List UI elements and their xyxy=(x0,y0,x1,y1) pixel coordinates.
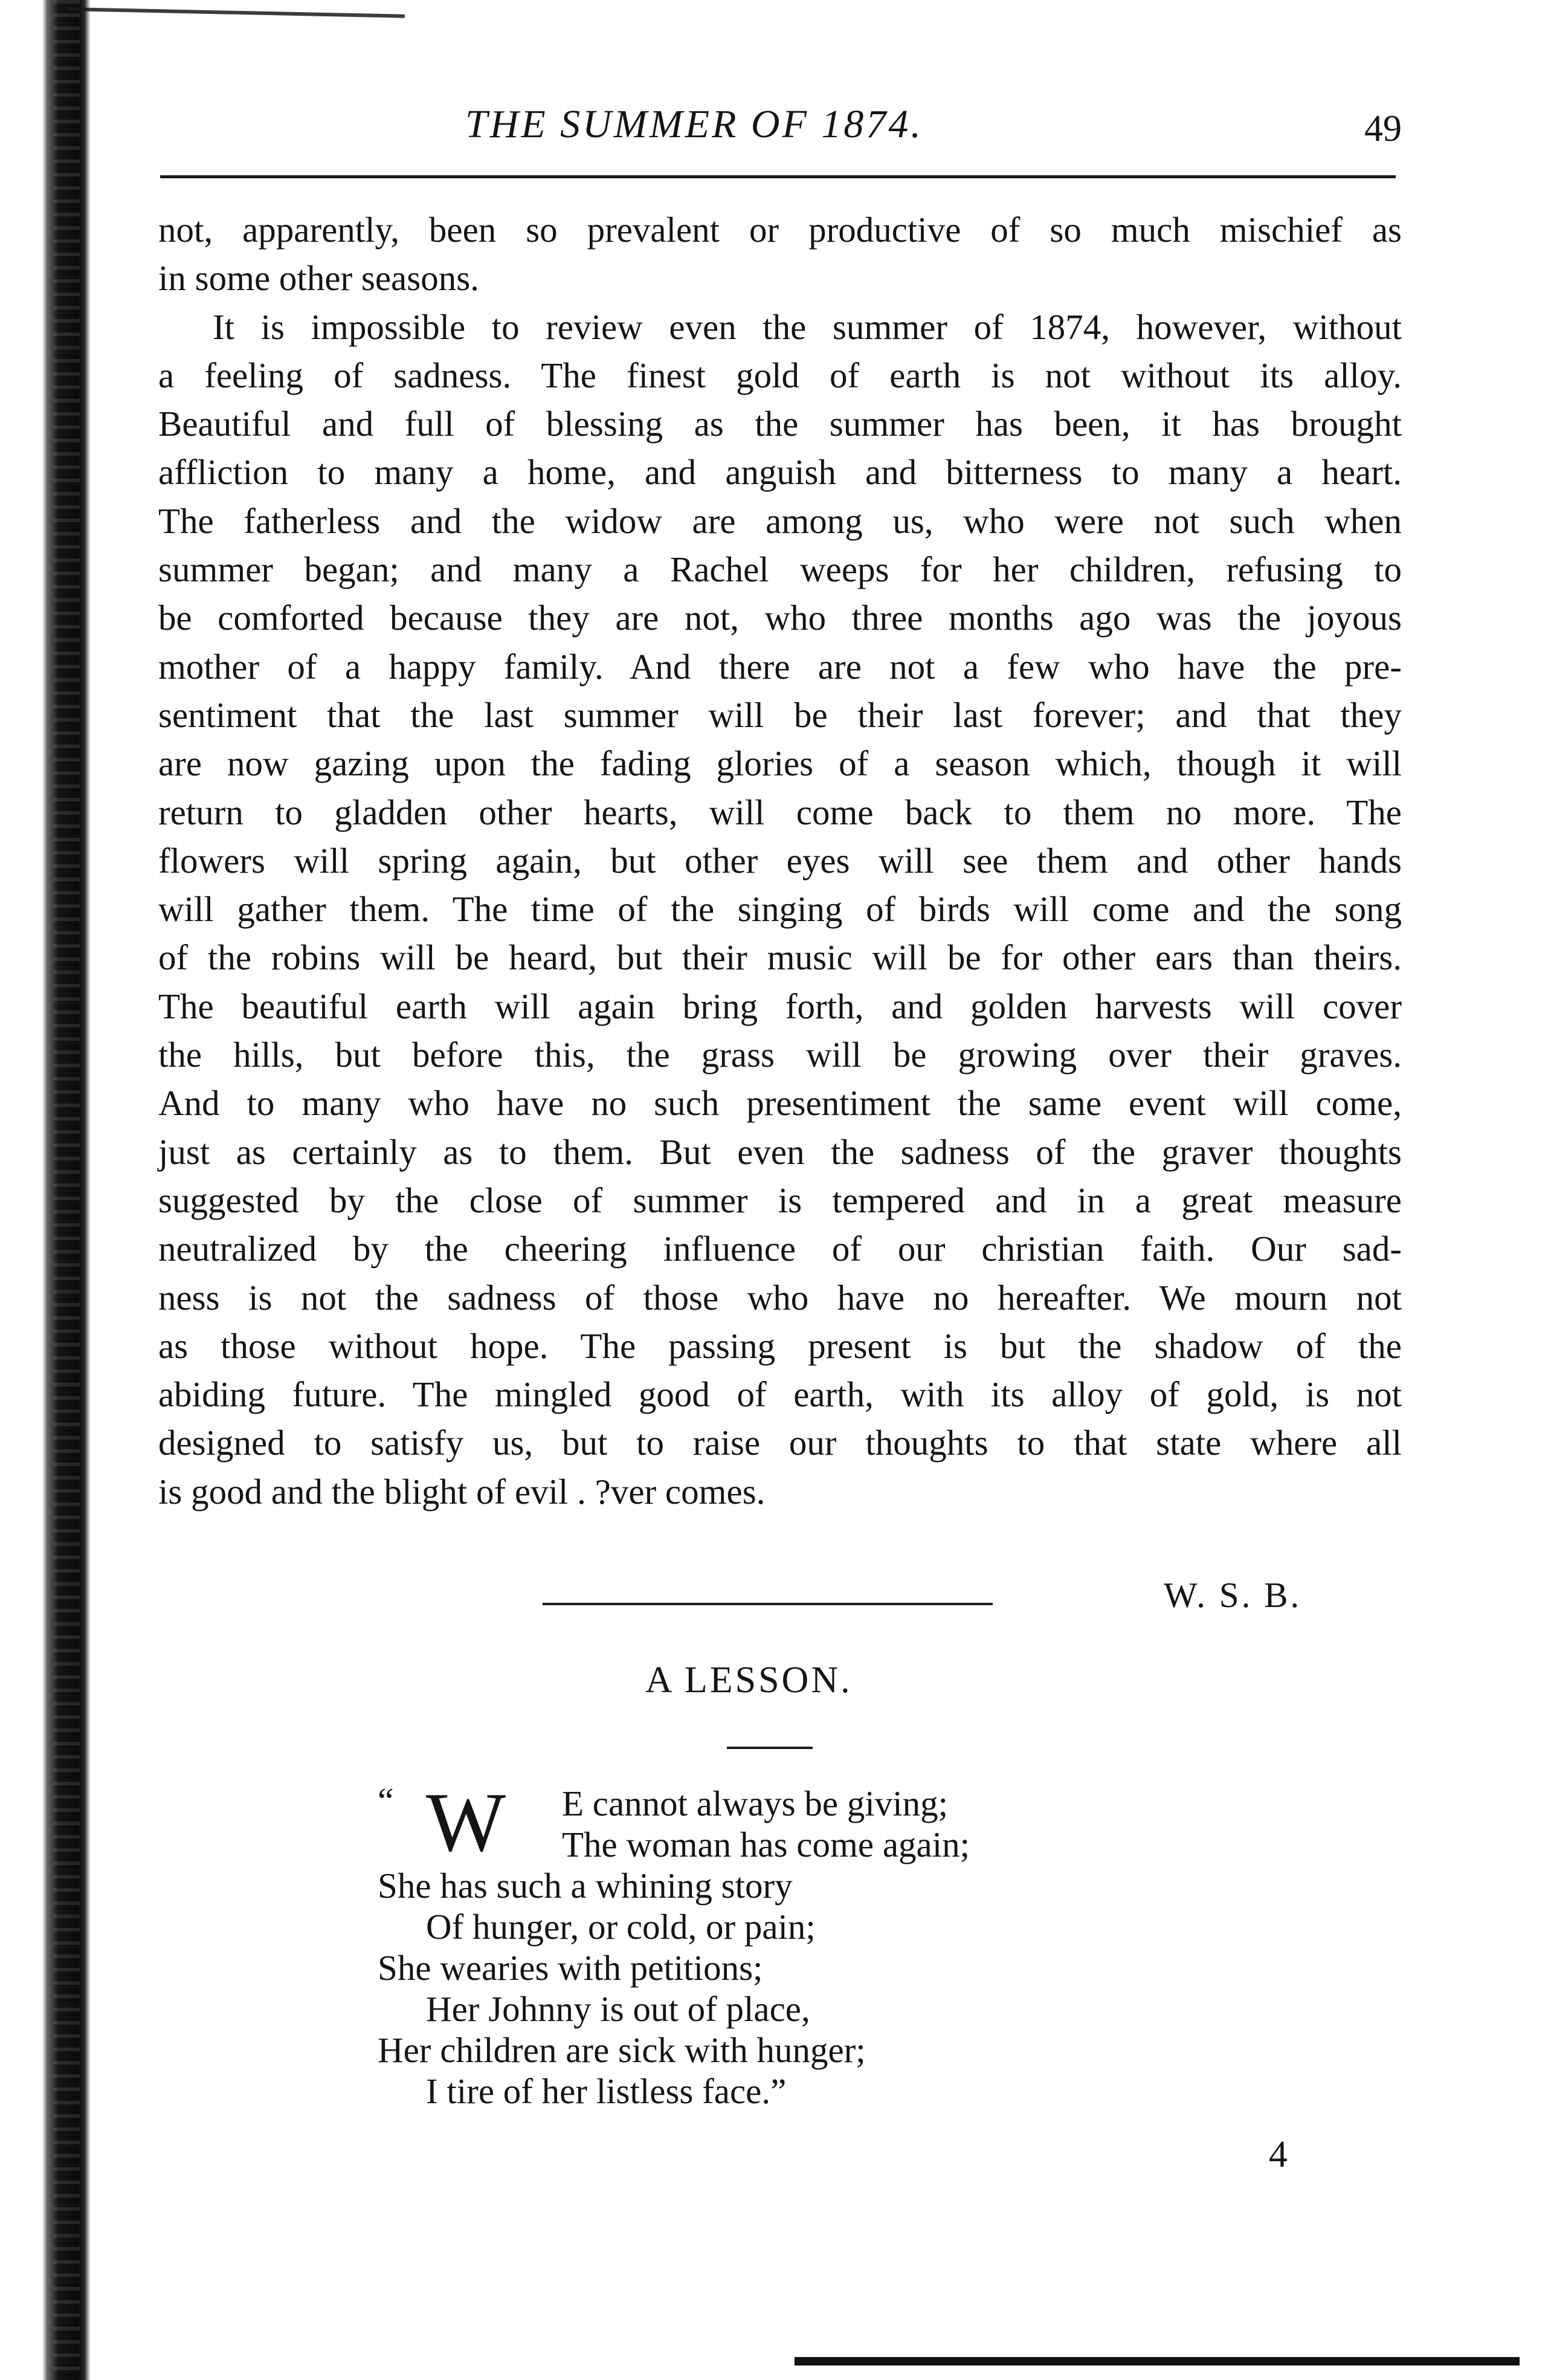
text-line: be comforted because they are not, who three months ago was the joyous xyxy=(158,598,1402,638)
poem-line: She wearies with petitions; xyxy=(378,1948,763,1988)
text-line: not, apparently, been so prevalent or productive of so much mischief as xyxy=(158,210,1402,250)
printer-signature-mark: 4 xyxy=(1269,2134,1288,2175)
author-signature: W. S. B. xyxy=(1164,1575,1302,1615)
text-line: in some other seasons. xyxy=(158,258,479,299)
binding-edge xyxy=(0,0,91,2380)
running-title: THE SUMMER OF 1874. xyxy=(465,102,923,146)
title-underline xyxy=(727,1747,813,1749)
text-line: The beautiful earth will again bring forth, and golden harvests will cover xyxy=(158,986,1402,1026)
poem-line: Her Johnny is out of place, xyxy=(426,1989,810,2029)
text-line: And to many who have no such presentiment the same event will come, xyxy=(158,1083,1402,1124)
poem-line: I tire of her listless face.” xyxy=(426,2071,787,2111)
text-line: as those without hope. The passing present is but the shadow of the xyxy=(158,1325,1402,1366)
text-line: mother of a happy family. And there are not a few who have the pre- xyxy=(158,646,1402,687)
poem-line: The woman has come again; xyxy=(562,1825,970,1864)
text-line: sentiment that the last summer will be their last forever; and that they xyxy=(158,694,1402,735)
text-line: is good and the blight of evil . ?ver comes. xyxy=(158,1471,766,1512)
page-number: 49 xyxy=(1364,108,1402,149)
text-line: return to gladden other hearts, will come back to them no more. The xyxy=(158,792,1402,832)
text-line: are now gazing upon the fading glories of a season which, though it will xyxy=(158,743,1402,784)
poem-line: E cannot always be giving; xyxy=(562,1783,949,1823)
section-divider xyxy=(543,1603,993,1605)
text-line: flowers will spring again, but other eyes will see them and other hands xyxy=(158,840,1402,881)
text-line: just as certainly as to them. But even the sadness of the graver thoughts xyxy=(158,1131,1402,1172)
opening-quote: “ xyxy=(378,1781,394,1821)
text-line: affliction to many a home, and anguish and bitterness to many a heart. xyxy=(158,452,1402,493)
drop-cap: W xyxy=(426,1776,506,1869)
poem-line: Her children are sick with hunger; xyxy=(378,2030,866,2070)
poem xyxy=(378,1776,1163,2112)
running-head xyxy=(157,91,1402,157)
text-line: suggested by the close of summer is tempered and in a great measure xyxy=(158,1180,1402,1220)
text-line: ness is not the sadness of those who have no hereafter. We mourn not xyxy=(158,1277,1402,1318)
poem-line: Of hunger, or cold, or pain; xyxy=(426,1907,816,1947)
text-line: neutralized by the cheering influence of our christian faith. Our sad- xyxy=(158,1229,1402,1269)
poem-line: She has such a whining story xyxy=(378,1866,793,1906)
text-line: It is impossible to review even the summer of 1874, however, without xyxy=(213,306,1402,347)
text-line: a feeling of sadness. The finest gold of earth is not without its alloy. xyxy=(158,355,1402,395)
text-line: designed to satisfy us, but to raise our thoughts to that state where all xyxy=(158,1423,1402,1463)
text-line: Beautiful and full of blessing as the summer has been, it has brought xyxy=(158,404,1402,444)
header-rule xyxy=(160,175,1396,178)
top-edge-stroke xyxy=(66,7,405,18)
bottom-edge-rule xyxy=(795,2357,1520,2365)
poem-title: A LESSON. xyxy=(645,1660,853,1701)
text-line: summer began; and many a Rachel weeps for her children, refusing to xyxy=(158,549,1402,590)
text-line: of the robins will be heard, but their music will be for other ears than theirs. xyxy=(158,937,1402,978)
poem-opening xyxy=(378,1776,1163,1869)
essay-body xyxy=(158,205,1402,1516)
text-line: the hills, but before this, the grass will be growing over their graves. xyxy=(158,1035,1402,1075)
text-line: will gather them. The time of the singing of birds will come and the song xyxy=(158,889,1402,930)
text-line: The fatherless and the widow are among us, who were not such when xyxy=(158,500,1402,541)
text-line: abiding future. The mingled good of earth, with its alloy of gold, is not xyxy=(158,1374,1402,1415)
